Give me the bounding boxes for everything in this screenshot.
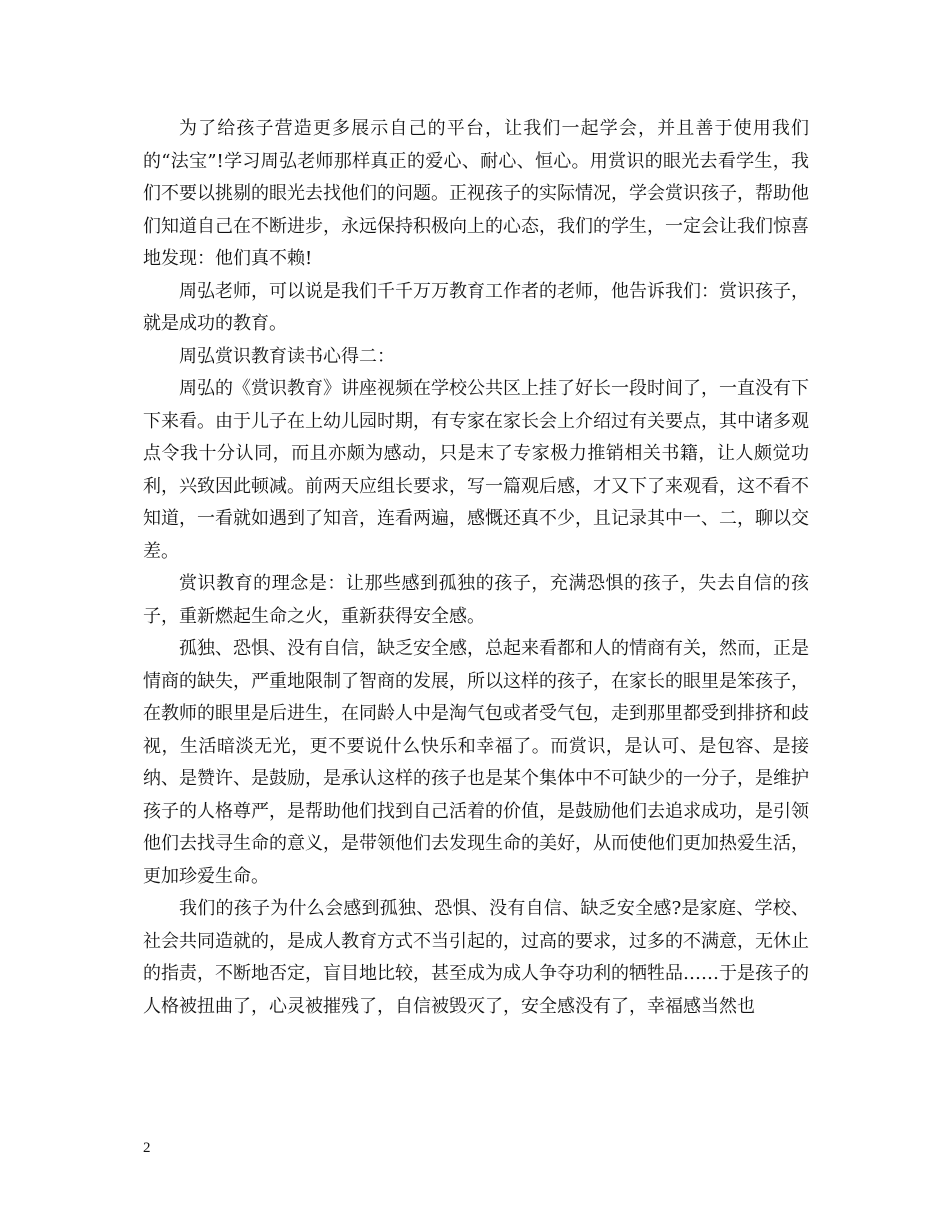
paragraph: 周弘老师，可以说是我们千千万万教育工作者的老师，他告诉我们：赏识孩子，就是成功的教育。 — [143, 280, 809, 334]
paragraph: 我们的孩子为什么会感到孤独、恐惧、没有自信、缺乏安全感?是家庭、学校、社会共同造就的，是成人教育方式不当引起的，过高的要求，过多的不满意，无休止的指责，不断地否定，盲目地比较，甚至成为成人争夺功利的牺牲品……于是孩子的人格被扭曲了，心灵被摧残了，自信被毁灭了，安全感没有了，幸福感当然也 — [143, 898, 809, 1017]
paragraph: 周弘的《赏识教育》讲座视频在学校公共区上挂了好长一段时间了，一直没有下下来看。由于儿子在上幼儿园时期，有专家在家长会上介绍过有关要点，其中诸多观点令我十分认同，而且亦颇为感动，只是末了专家极力推销相关书籍，让人颇觉功利，兴致因此顿减。前两天应组长要求，写一篇观后感，才又下了来观看，这不看不知道，一看就如遇到了知音，连看两遍，感慨还真不少，且记录其中一、二，聊以交差。 — [143, 378, 809, 562]
page-number: 2 — [143, 1140, 151, 1156]
paragraph: 孤独、恐惧、没有自信，缺乏安全感，总起来看都和人的情商有关，然而，正是情商的缺失，严重地限制了智商的发展，所以这样的孩子，在家长的眼里是笨孩子，在教师的眼里是后进生，在同龄人中是淘气包或者受气包，走到那里都受到排挤和歧视，生活暗淡无光，更不要说什么快乐和幸福了。而赏识，是认可、是包容、是接纳、是赞许、是鼓励，是承认这样的孩子也是某个集体中不可缺少的一分子，是维护孩子的人格尊严，是帮助他们找到自己活着的价值，是鼓励他们去追求成功，是引领他们去找寻生命的意义，是带领他们去发现生命的美好，从而使他们更加热爱生活，更加珍爱生命。 — [143, 638, 809, 887]
body-text — [143, 113, 809, 1023]
paragraph: 赏识教育的理念是：让那些感到孤独的孩子，充满恐惧的孩子，失去自信的孩子，重新燃起生命之火，重新获得安全感。 — [143, 573, 809, 627]
section-heading: 周弘赏识教育读书心得二： — [179, 345, 395, 367]
paragraph: 为了给孩子营造更多展示自己的平台，让我们一起学会，并且善于使用我们的“法宝”!学习周弘老师那样真正的爱心、耐心、恒心。用赏识的眼光去看学生，我们不要以挑剔的眼光去找他们的问题。正视孩子的实际情况，学会赏识孩子，帮助他们知道自己在不断进步，永远保持积极向上的心态，我们的学生，一定会让我们惊喜地发现：他们真不赖! — [143, 118, 809, 269]
